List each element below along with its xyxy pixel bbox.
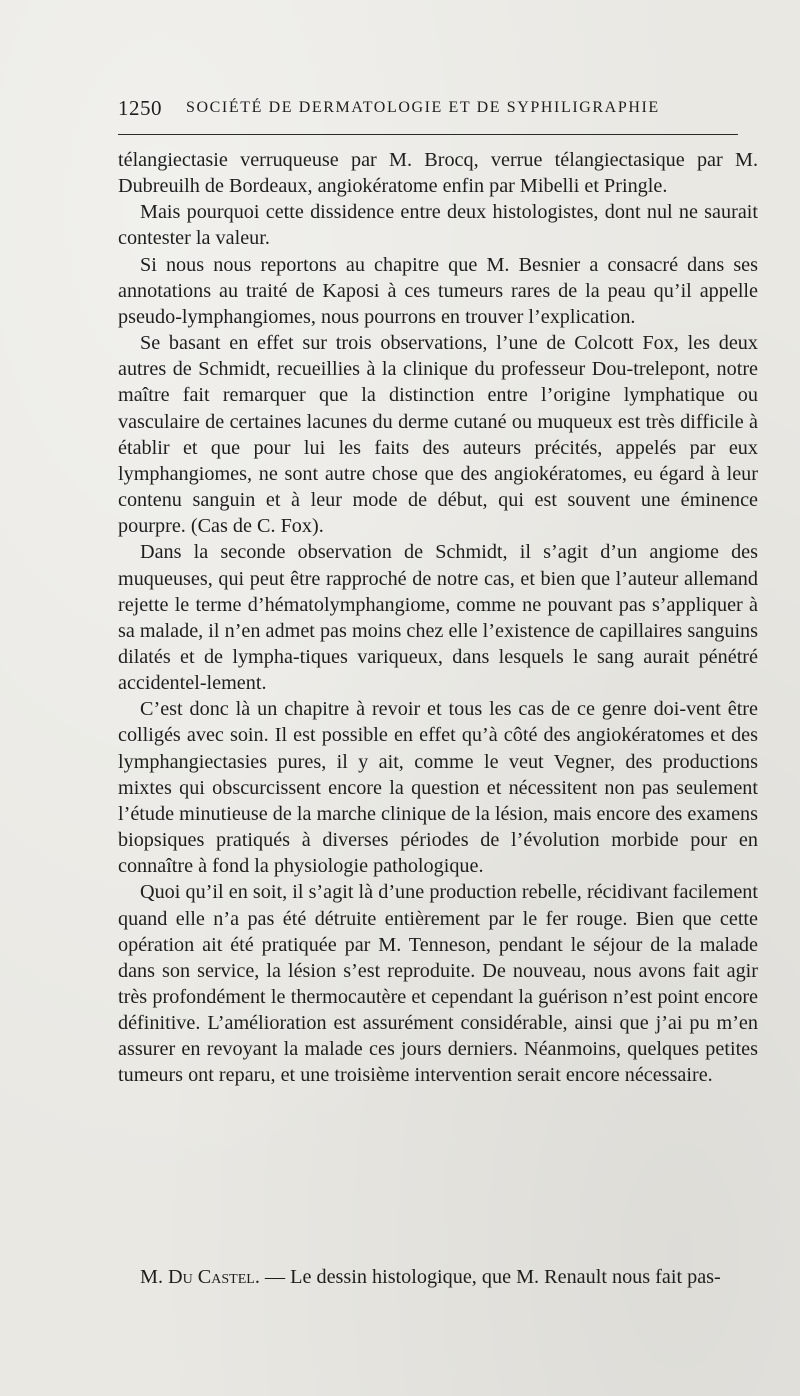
speaker-name: Du Castel bbox=[168, 1266, 255, 1288]
body-text bbox=[118, 147, 758, 1089]
paragraph-continuation: télangiectasie verruqueuse par M. Brocq, verrue télangiectasique par M. Dubreuilh de Bordeaux, angiokératome enfin par Mibelli et Pringle. bbox=[118, 149, 758, 198]
running-head bbox=[118, 96, 758, 122]
speaker-prefix: M. bbox=[140, 1266, 163, 1288]
speaker-text: . — Le dessin histologique, que M. Renault nous fait pas- bbox=[254, 1266, 721, 1288]
paragraph: Dans la seconde observation de Schmidt, il s’agit d’un angiome des muqueuses, qui peut être rapproché de notre cas, et bien que l’auteur allemand rejette le terme d’hématolymphangiome, comme ne pouvant pas s’appliquer à sa malade, il n’en admet pas moins chez elle l’existence de capillaires sanguins dilatés et de lympha-tiques variqueux, dans lesquels le sang aurait pénétré accidentel-lement. bbox=[118, 541, 758, 695]
paragraph: C’est donc là un chapitre à revoir et tous les cas de ce genre doi-vent être colligés avec soin. Il est possible en effet qu’à côté des angiokératomes et des lymphangiectasies pures, il y ait, comme le veut Vegner, des productions mixtes qui obscurcissent encore la question et nécessitent non pas seulement l’étude minutieuse de la marche clinique de la lésion, mais encore des examens biopsiques pratiqués à diverses périodes de l’évolution morbide pour en connaître à fond la physiologie pathologique. bbox=[118, 698, 758, 878]
page-number: 1250 bbox=[118, 96, 162, 120]
paragraph: Se basant en effet sur trois observations, l’une de Colcott Fox, les deux autres de Schmidt, recueillies à la clinique du professeur Dou-trelepont, notre maître fait remarquer que la distinction entre l’origine lymphatique ou vasculaire de certaines lacunes du derme cutané ou muqueux est très difficile à établir et que pour lui les faits des auteurs précités, appelés par eux lymphangiomes, ne sont autre chose que des angiokératomes, eu égard à leur contenu sanguin et à leur mode de début, qui est souvent une éminence pourpre. (Cas de C. Fox). bbox=[118, 332, 758, 538]
paragraph: Mais pourquoi cette dissidence entre deux histologistes, dont nul ne saurait contester la valeur. bbox=[118, 201, 758, 250]
speaker-paragraph bbox=[118, 1264, 758, 1290]
header-rule bbox=[118, 134, 738, 135]
paragraph: Quoi qu’il en soit, il s’agit là d’une production rebelle, récidivant facilement quand elle n’a pas été détruite entièrement par le fer rouge. Bien que cette opération ait été pratiquée par M. Tenneson, pendant le séjour de la malade dans son service, la lésion s’est reproduite. De nouveau, nous avons fait agir très profondément le thermocautère et cependant la guérison n’est point encore définitive. L’amélioration est assurément considérable, ainsi que j’ai pu m’en assurer en revoyant la malade ces jours derniers. Néanmoins, quelques petites tumeurs ont reparu, et une troisième intervention serait encore nécessaire. bbox=[118, 881, 758, 1087]
paragraph: Si nous nous reportons au chapitre que M. Besnier a consacré dans ses annotations au traité de Kaposi à ces tumeurs rares de la peau qu’il appelle pseudo-lymphangiomes, nous pourrons en trouver l’explication. bbox=[118, 253, 758, 328]
running-head-title: SOCIÉTÉ DE DERMATOLOGIE ET DE SYPHILIGRAPHIE bbox=[186, 99, 660, 116]
